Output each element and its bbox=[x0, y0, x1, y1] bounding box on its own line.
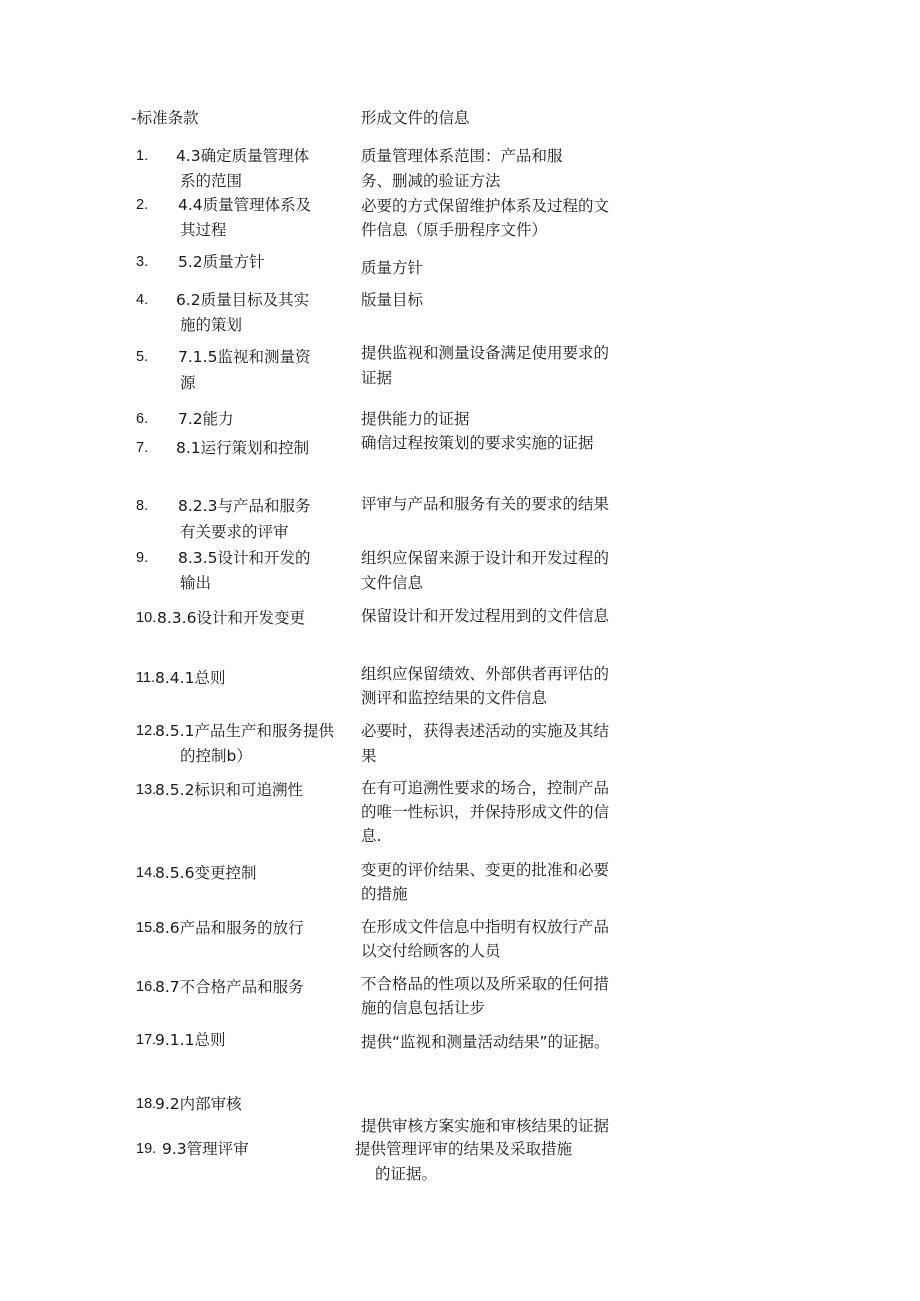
clause-line: 8.3.5设计和开发的 bbox=[178, 549, 311, 567]
clause-line: 4.3确定质量管理体 bbox=[176, 147, 310, 165]
info-line: 测评和监控结果的文件信息 bbox=[361, 689, 548, 707]
row-number: 11. bbox=[136, 670, 156, 686]
info-line: 在形成文件信息中指明有权放行产品 bbox=[361, 918, 610, 936]
clause-line: 源 bbox=[180, 374, 196, 392]
clause-line: 9.1.1总则 bbox=[155, 1031, 226, 1049]
clause-line: 7.2能力 bbox=[178, 410, 234, 428]
clause-line: 8.5.2标识和可追溯性 bbox=[155, 781, 303, 799]
info-line: 确信过程按策划的要求实施的证据 bbox=[361, 434, 594, 452]
clause-line: 4.4质量管理体系及 bbox=[178, 196, 312, 214]
clause-line: 6.2质量目标及其实 bbox=[176, 291, 310, 309]
info-line: 的唯一性标识，并保持形成文件的信 bbox=[361, 803, 610, 821]
row-number: 1. bbox=[136, 148, 149, 164]
info-line: 质量管理体系范围：产品和服 bbox=[361, 147, 563, 165]
row-number: 10. bbox=[136, 610, 157, 626]
info-line: 评审与产品和服务有关的要求的结果 bbox=[361, 495, 610, 513]
clause-line: 8.2.3与产品和服务 bbox=[178, 497, 311, 515]
info-line: 组织应保留来源于设计和开发过程的 bbox=[361, 549, 610, 567]
info-line: 变更的评价结果、变更的批准和必要 bbox=[361, 861, 610, 879]
info-line: 证据 bbox=[361, 369, 393, 387]
row-number: 12. bbox=[136, 723, 157, 739]
info-line: 提供管理评审的结果及采取措施 bbox=[355, 1140, 573, 1158]
info-line: 息. bbox=[361, 827, 382, 845]
info-line: 以交付给顾客的人员 bbox=[361, 942, 501, 960]
row-number: 6. bbox=[136, 411, 149, 427]
info-line: 提供能力的证据 bbox=[361, 410, 470, 428]
info-line: 在有可追溯性要求的场合，控制产品 bbox=[361, 779, 610, 797]
clause-line: 8.1运行策划和控制 bbox=[176, 439, 310, 457]
clause-line: 其过程 bbox=[180, 221, 227, 239]
info-line: 的措施 bbox=[361, 885, 408, 903]
info-line: 版量目标 bbox=[361, 291, 424, 309]
clause-line: 有关要求的评审 bbox=[180, 523, 289, 541]
clause-line: 7.1.5监视和测量资 bbox=[178, 348, 311, 366]
clause-line: 8.6产品和服务的放行 bbox=[155, 919, 304, 937]
info-line: 提供审核方案实施和审核结果的证据 bbox=[361, 1117, 610, 1135]
row-number: 7. bbox=[136, 440, 149, 456]
info-line: 保留设计和开发过程用到的文件信息 bbox=[361, 607, 610, 625]
row-number: 14. bbox=[136, 865, 157, 881]
row-number: 4. bbox=[136, 292, 149, 308]
clause-line: 9.3管理评审 bbox=[162, 1140, 249, 1158]
info-line: 文件信息 bbox=[361, 574, 424, 592]
header-info-label: 形成文件的信息 bbox=[361, 109, 470, 127]
info-line: 质量方针 bbox=[361, 259, 424, 277]
row-number: 2. bbox=[136, 197, 149, 213]
info-line: 施的信息包括让步 bbox=[361, 999, 486, 1017]
clause-line: 施的策划 bbox=[180, 316, 243, 334]
info-line: 提供“监视和测量活动结果”的证据。 bbox=[361, 1033, 610, 1051]
clause-line: 的控制b） bbox=[180, 747, 252, 765]
info-line: 提供监视和测量设备满足使用要求的 bbox=[361, 344, 610, 362]
clause-line: 8.5.6变更控制 bbox=[155, 864, 257, 882]
row-number: 19. bbox=[136, 1141, 157, 1157]
row-number: 15. bbox=[136, 920, 157, 936]
clause-line: 输出 bbox=[180, 574, 212, 592]
info-line: 组织应保留绩效、外部供者再评估的 bbox=[361, 665, 610, 683]
row-number: 5. bbox=[136, 349, 149, 365]
clause-line: 系的范围 bbox=[180, 172, 243, 190]
header-clause-label: -标准条款 bbox=[131, 109, 199, 127]
row-number: 3. bbox=[136, 254, 149, 270]
info-line: 务、删减的验证方法 bbox=[361, 172, 501, 190]
clause-line: 9.2内部审核 bbox=[155, 1095, 242, 1113]
info-line: 必要的方式保留维护体系及过程的文 bbox=[361, 197, 610, 215]
clause-line: 8.7不合格产品和服务 bbox=[155, 978, 304, 996]
clause-line: 8.3.6设计和开发变更 bbox=[157, 609, 305, 627]
row-number: 17. bbox=[136, 1032, 157, 1048]
info-line: 果 bbox=[361, 747, 377, 765]
info-line: 不合格品的性项以及所采取的任何措 bbox=[361, 975, 610, 993]
clause-line: 5.2质量方针 bbox=[178, 253, 265, 271]
row-number: 16. bbox=[136, 979, 157, 995]
info-line: 必要时，获得表述活动的实施及其结 bbox=[361, 722, 610, 740]
info-line: 件信息（原手册程序文件） bbox=[361, 221, 548, 239]
clause-line: 8.4.1总则 bbox=[155, 669, 226, 687]
row-number: 18. bbox=[136, 1096, 157, 1112]
row-number: 13. bbox=[136, 782, 157, 798]
row-number: 9. bbox=[136, 550, 149, 566]
row-number: 8. bbox=[136, 498, 149, 514]
clause-line: 8.5.1产品生产和服务提供 bbox=[155, 722, 334, 740]
info-line: 的证据。 bbox=[375, 1165, 438, 1183]
